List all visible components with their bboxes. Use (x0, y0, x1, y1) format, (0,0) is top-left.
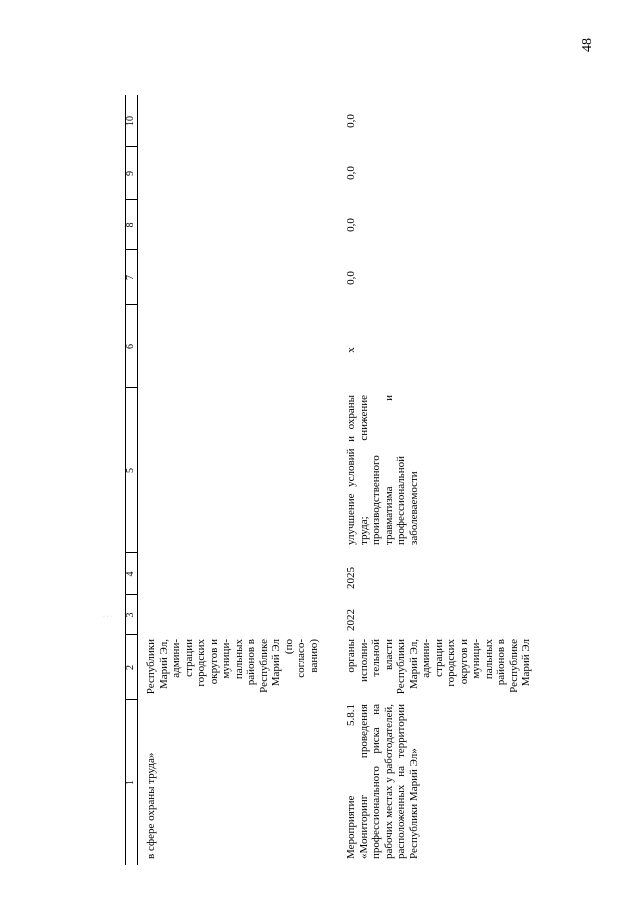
row2-col8-value: 0,0 (345, 218, 357, 232)
row2-col2-executors: органы исполни- тельной власти Республики Марий Эл, админи- страции городских округов и муници- пальных районов в Республике Марий Эл (345, 639, 532, 695)
header-col-5: 5 (125, 468, 136, 473)
row2-col9-value: 0,0 (345, 166, 357, 180)
row2-start-year: 2022 (345, 609, 357, 631)
header-col-3: 3 (125, 612, 136, 618)
row2-col6-mark: x (345, 347, 357, 353)
row2-col10-value: 0,0 (345, 114, 357, 128)
header-col-1: 1 (125, 780, 136, 785)
header-bottom-rule (137, 95, 138, 865)
header-col-7: 7 (125, 275, 136, 280)
header-col-6: 6 (125, 344, 136, 349)
scan-artifact: · · · (103, 614, 112, 620)
header-col-10: 10 (125, 116, 136, 126)
header-col-2: 2 (125, 665, 136, 670)
rotated-table (125, 95, 555, 865)
header-col-9: 9 (125, 171, 136, 176)
page-number: 48 (580, 38, 595, 52)
header-col-8: 8 (125, 222, 136, 228)
row2-end-year: 2025 (345, 567, 357, 589)
row2-measure-name: Мероприятие 5.8.1 «Мониторинг проведения профессионального риска на рабочих местах у работодателей, расположенных на территории Республики Марий Эл» (345, 704, 420, 859)
row2-col7-value: 0,0 (345, 271, 357, 285)
header-col-4: 4 (125, 571, 136, 577)
row2-expected-result: улучшение условий и охраны труда; снижение производственного травматизма и профессиональной заболеваемости (345, 395, 420, 545)
row1-col2-executors: Республики Марий Эл, админи- страции городских округов и муници- пальных районов в Республике Марий Эл (по согласо- ванию) (145, 639, 320, 695)
row1-col1-text: в сфере охраны труда» (145, 752, 157, 859)
